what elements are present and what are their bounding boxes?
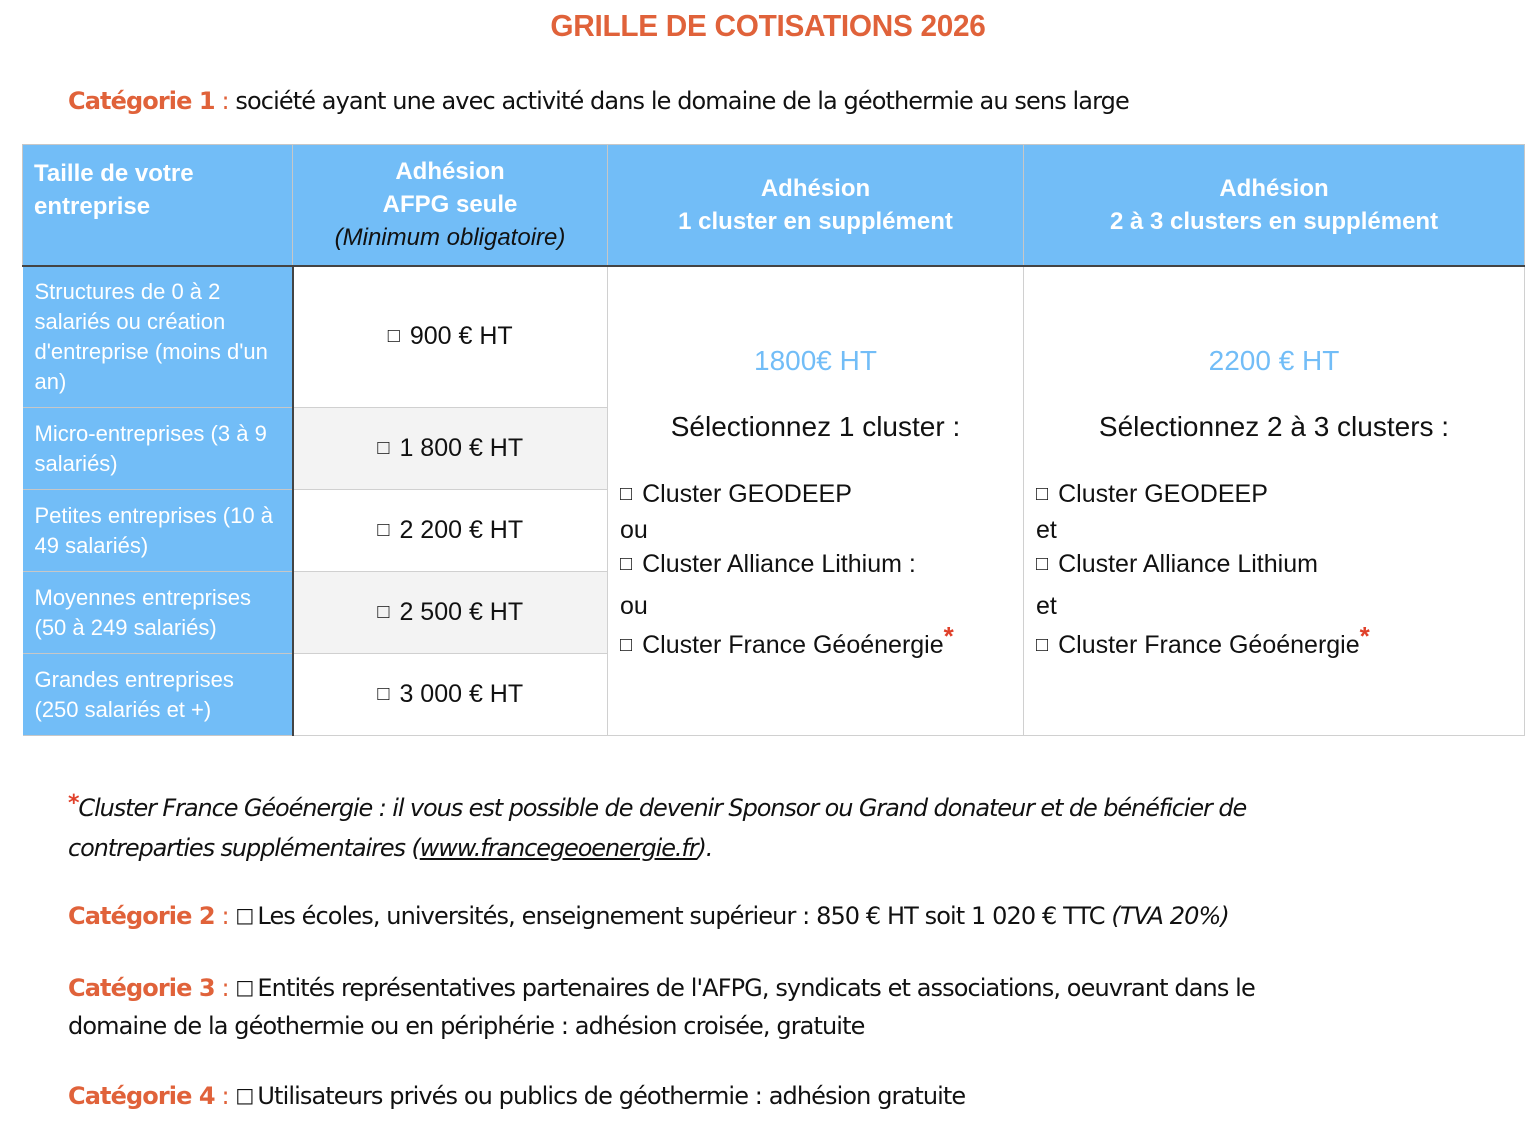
- category-1-text: société ayant une avec activité dans le domaine de la géothermie au sens large: [228, 87, 1129, 115]
- price-option-10-49[interactable]: [293, 490, 608, 572]
- footnote-text: contreparties supplémentaires (: [68, 834, 420, 862]
- category-4-text: Utilisateurs privés ou publics de géothermie : adhésion gratuite: [257, 1082, 966, 1110]
- one-cluster-select-label: Sélectionnez 1 cluster :: [670, 410, 961, 442]
- checkbox-icon[interactable]: □: [1036, 482, 1049, 505]
- checkbox-icon[interactable]: □: [1036, 633, 1049, 656]
- option-alliance-lithium[interactable]: [1036, 547, 1524, 583]
- page-title: GRILLE DE COTISATIONS 2026: [550, 8, 986, 43]
- checkbox-icon[interactable]: □: [377, 519, 390, 541]
- francegeoenergie-link[interactable]: www.francegeoenergie.fr: [419, 834, 698, 862]
- category-2-text: Les écoles, universités, enseignement supérieur : 850 € HT soit 1 020 € TTC: [257, 902, 1112, 930]
- asterisk-icon: *: [1359, 620, 1370, 651]
- checkbox-icon[interactable]: □: [387, 325, 400, 348]
- header-one-line2: 1 cluster en supplément: [678, 207, 953, 235]
- footnote: [68, 789, 1246, 867]
- category-2-label: Catégorie 2: [68, 902, 215, 930]
- asterisk-icon: *: [68, 791, 79, 816]
- option-label: Cluster Alliance Lithium: [1058, 549, 1318, 578]
- multi-cluster-price: 2200 € HT: [1208, 344, 1340, 376]
- category-4-colon: :: [214, 1082, 229, 1110]
- checkbox-icon[interactable]: □: [1036, 552, 1049, 575]
- connector-et: et: [1036, 515, 1057, 544]
- multi-cluster-cell: [1024, 266, 1525, 736]
- footnote-line1: [68, 789, 1246, 829]
- header-afpg-only: [293, 145, 608, 266]
- category-3-label: Catégorie 3: [68, 974, 215, 1002]
- table-header-row: [23, 145, 1525, 266]
- price-value: 2 500 € HT: [399, 598, 524, 626]
- footnote-text: Cluster France Géoénergie : il vous est possible de devenir Sponsor ou Grand donateur et de bénéficier de: [78, 794, 1247, 822]
- price-option-3-9[interactable]: [293, 408, 608, 490]
- header-one-cluster: [608, 145, 1024, 266]
- option-label: Cluster Alliance Lithium :: [642, 549, 916, 578]
- checkbox-icon[interactable]: □: [235, 1083, 254, 1107]
- category-4-label: Catégorie 4: [68, 1082, 215, 1110]
- membership-fee-table: [22, 144, 1525, 736]
- category-4: [68, 1078, 965, 1116]
- option-france-geoenergie[interactable]: [1036, 620, 1524, 664]
- one-cluster-price: 1800€ HT: [754, 344, 877, 376]
- asterisk-icon: *: [943, 620, 954, 651]
- price-option-250-plus[interactable]: [293, 654, 608, 736]
- option-alliance-lithium[interactable]: [620, 547, 1023, 583]
- footnote-line2: [68, 829, 1246, 867]
- header-afpg-line2: AFPG seule: [382, 191, 518, 219]
- price-value: 900 € HT: [409, 322, 513, 351]
- header-multi-line1: Adhésion: [1219, 174, 1329, 202]
- price-option-50-249[interactable]: [293, 572, 608, 654]
- checkbox-icon[interactable]: □: [235, 903, 254, 927]
- connector-et: et: [1036, 591, 1057, 620]
- option-label: Cluster GEODEEP: [642, 479, 852, 508]
- footnote-text: ).: [697, 834, 713, 862]
- multi-cluster-select-label: Sélectionnez 2 à 3 clusters :: [1098, 410, 1450, 442]
- header-multi-cluster: [1024, 145, 1525, 266]
- option-label: Cluster France Géoénergie: [642, 630, 944, 659]
- category-3-text-line2: domaine de la géothermie ou en périphérie : adhésion croisée, gratuite: [68, 1012, 865, 1040]
- checkbox-icon[interactable]: □: [620, 552, 633, 575]
- checkbox-icon[interactable]: □: [377, 601, 390, 623]
- size-cell: Micro-entreprises (3 à 9 salariés): [23, 408, 293, 490]
- header-multi-line2: 2 à 3 clusters en supplément: [1109, 207, 1439, 235]
- size-cell: Moyennes entreprises (50 à 249 salariés): [23, 572, 293, 654]
- one-cluster-cell: [608, 266, 1024, 736]
- category-3-text-line1: Entités représentatives partenaires de l'AFPG, syndicats et associations, oeuvrant dans le: [257, 974, 1255, 1002]
- category-1-colon: :: [214, 87, 229, 115]
- checkbox-icon[interactable]: □: [620, 633, 633, 656]
- header-afpg-line1: Adhésion: [395, 158, 505, 186]
- price-value: 3 000 € HT: [399, 680, 524, 708]
- price-value: 2 200 € HT: [399, 516, 524, 544]
- option-label: Cluster France Géoénergie: [1058, 630, 1360, 659]
- category-2-vat: (TVA 20%): [1111, 902, 1229, 930]
- checkbox-icon[interactable]: □: [377, 437, 390, 459]
- header-one-line1: Adhésion: [760, 174, 871, 202]
- checkbox-icon[interactable]: □: [377, 683, 390, 705]
- option-france-geoenergie[interactable]: [620, 620, 1023, 664]
- category-3-colon: :: [214, 974, 229, 1002]
- size-cell: Structures de 0 à 2 salariés ou création d'entreprise (moins d'un an): [23, 266, 293, 408]
- checkbox-icon[interactable]: □: [235, 975, 254, 999]
- option-geodeep[interactable]: [1036, 477, 1524, 513]
- table-row: [23, 266, 1525, 408]
- category-2-colon: :: [214, 902, 229, 930]
- category-3: [68, 970, 1255, 1045]
- multi-cluster-options: [1024, 477, 1524, 664]
- option-label: Cluster GEODEEP: [1058, 479, 1268, 508]
- one-cluster-options: [608, 477, 1023, 664]
- connector-ou: ou: [620, 591, 648, 620]
- size-cell: Grandes entreprises (250 salariés et +): [23, 654, 293, 736]
- category-1-label: Catégorie 1: [68, 87, 215, 115]
- option-geodeep[interactable]: [620, 477, 1023, 513]
- category-2: [68, 898, 1229, 936]
- price-option-0-2[interactable]: [293, 266, 608, 408]
- size-cell: Petites entreprises (10 à 49 salariés): [23, 490, 293, 572]
- price-value: 1 800 € HT: [399, 434, 524, 462]
- connector-ou: ou: [620, 515, 648, 544]
- category-1: [68, 83, 1129, 120]
- header-afpg-minimum: (Minimum obligatoire): [334, 224, 566, 252]
- checkbox-icon[interactable]: □: [620, 482, 633, 505]
- header-company-size: Taille de votre entreprise: [23, 145, 293, 266]
